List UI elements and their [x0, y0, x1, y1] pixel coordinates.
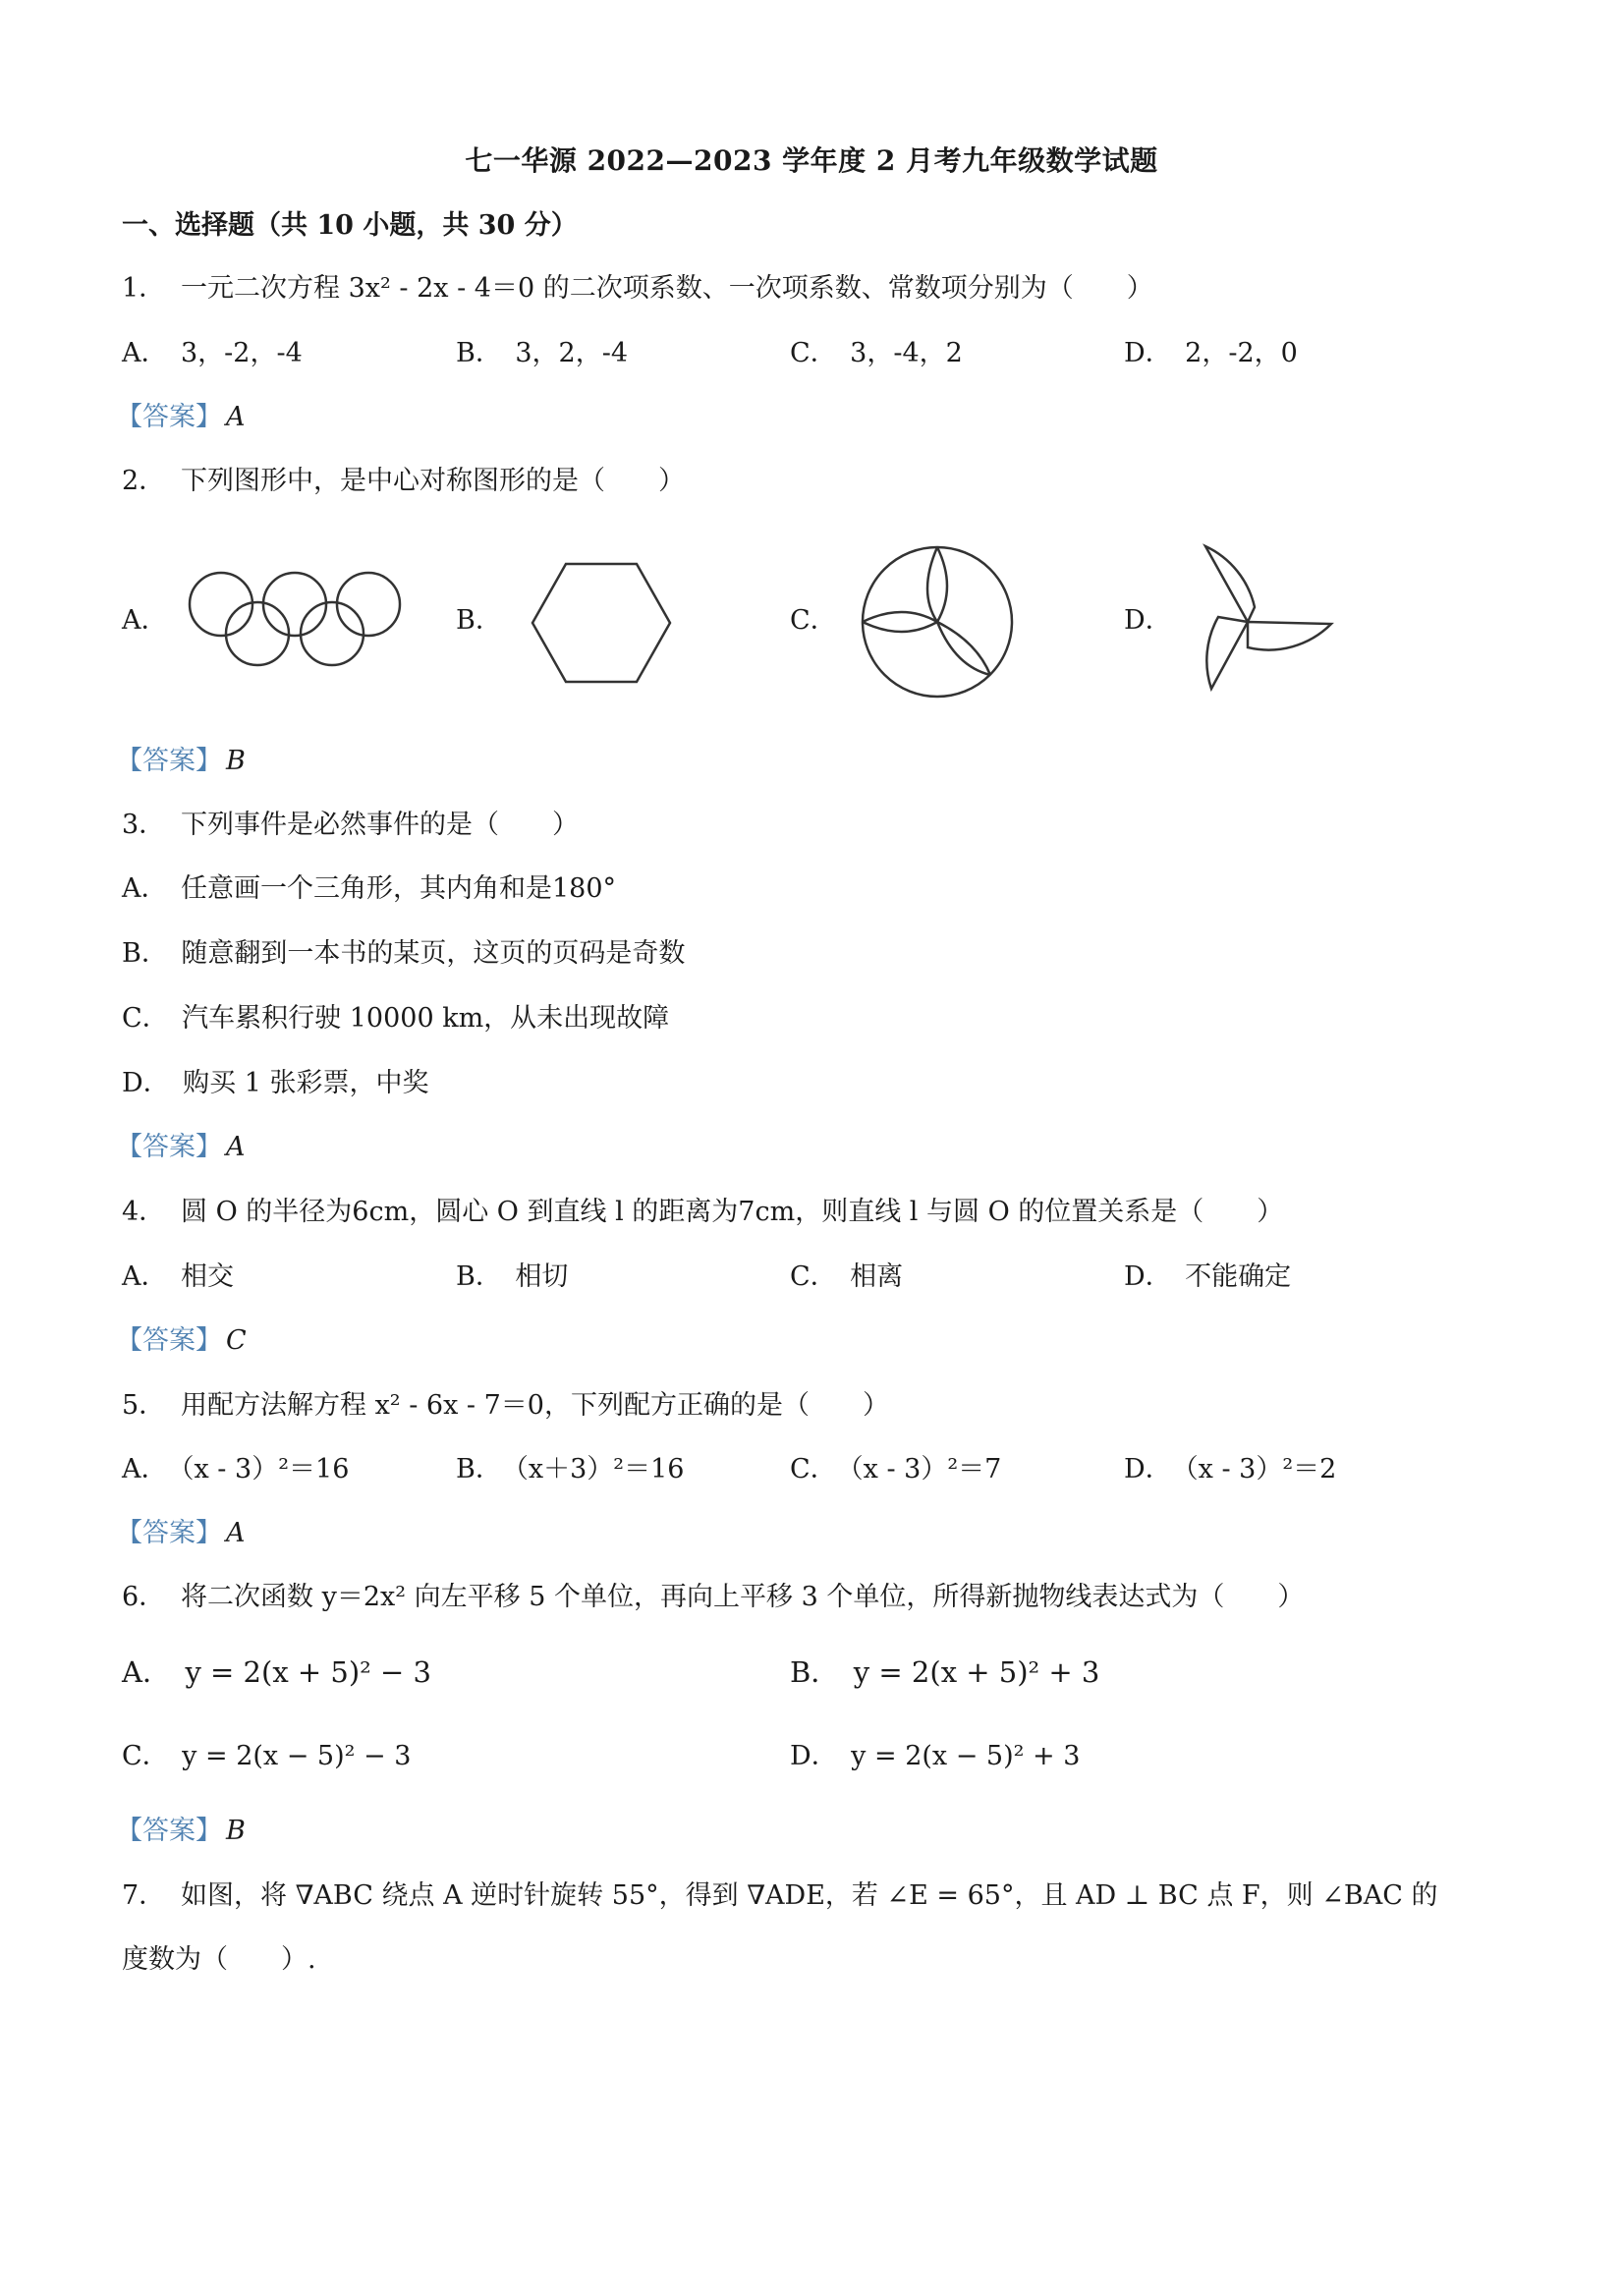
question-3	[122, 806, 579, 845]
q2-label-b: B．	[456, 605, 502, 636]
question-4	[122, 1193, 1283, 1232]
q1-option-c: C． 3，-4，2	[790, 338, 963, 368]
q5-option-d: D． （x - 3）²＝2	[1124, 1454, 1337, 1484]
answer-tag: 【答案】	[116, 402, 222, 432]
answer-value: B	[226, 746, 246, 776]
question-text: 用配方法解方程 x² - 6x - 7＝0，下列配方正确的是（ ）	[181, 1390, 889, 1421]
q3-option-b: B． 随意翻到一本书的某页，这页的页码是奇数	[122, 938, 686, 969]
question-2	[122, 462, 685, 501]
q2-label-c: C．	[790, 605, 837, 636]
q6-option-c: C． y = 2(x − 5)² − 3	[122, 1741, 412, 1771]
q1-option-a: A． 3，-2，-4	[122, 338, 303, 368]
q2-label-a: A．	[122, 605, 168, 636]
answer-value: C	[226, 1325, 247, 1356]
q4-option-c: C． 相离	[790, 1261, 904, 1292]
question-text: 一元二次方程 3x² - 2x - 4＝0 的二次项系数、一次项系数、常数项分别为（ ）	[181, 273, 1153, 304]
page-title: 七一华源 2022—2023 学年度 2 月考九年级数学试题	[465, 144, 1158, 177]
q3-option-a: A． 任意画一个三角形，其内角和是180°	[122, 873, 617, 904]
answer-value: B	[226, 1816, 246, 1846]
question-text-line1: 如图，将 ∇ABC 绕点 A 逆时针旋转 55°，得到 ∇ADE，若 ∠E = 65°，且 AD ⊥ BC 点 F，则 ∠BAC 的	[181, 1880, 1438, 1911]
question-text: 圆 O 的半径为6cm，圆心 O 到直线 l 的距离为7cm，则直线 l 与圆 O 的位置关系是（ ）	[181, 1197, 1284, 1227]
answer-tag: 【答案】	[116, 1132, 222, 1162]
q6-answer	[116, 1812, 246, 1851]
section-heading: 一、选择题（共 10 小题，共 30 分）	[122, 210, 578, 241]
question-7	[122, 1876, 1437, 1916]
question-5	[122, 1386, 889, 1426]
question-text: 下列图形中，是中心对称图形的是（ ）	[181, 466, 685, 496]
question-text: 将二次函数 y＝2x² 向左平移 5 个单位，再向上平移 3 个单位，所得新抛物线表达式为（ ）	[181, 1582, 1305, 1612]
answer-value: A	[226, 402, 246, 432]
answer-tag: 【答案】	[116, 746, 222, 776]
q4-answer	[116, 1321, 247, 1361]
q3-option-c: C． 汽车累积行驶 10000 km，从未出现故障	[122, 1003, 670, 1034]
q1-option-b: B． 3，2，-4	[456, 338, 628, 368]
question-number: 6．	[122, 1582, 166, 1612]
q5-option-a: A． （x - 3）²＝16	[122, 1454, 350, 1484]
q3-option-d: D． 购买 1 张彩票，中奖	[122, 1068, 429, 1098]
circle-petals-figure	[859, 543, 1016, 700]
q4-option-b: B． 相切	[456, 1261, 569, 1292]
olympic-rings-figure	[187, 565, 403, 673]
q5-option-b: B． （x＋3）²＝16	[456, 1454, 685, 1484]
answer-tag: 【答案】	[116, 1518, 222, 1548]
answer-tag: 【答案】	[116, 1325, 222, 1356]
question-number: 4．	[122, 1197, 166, 1227]
q3-answer	[116, 1128, 246, 1167]
question-text: 下列事件是必然事件的是（ ）	[181, 810, 579, 840]
q2-answer	[116, 742, 246, 781]
pinwheel-figure	[1194, 543, 1341, 700]
q4-option-a: A． 相交	[122, 1261, 234, 1292]
q6-option-a: A． y = 2(x + 5)² − 3	[122, 1655, 431, 1689]
answer-value: A	[226, 1518, 246, 1548]
q1-answer	[116, 398, 246, 437]
question-number: 1．	[122, 273, 166, 304]
question-1	[122, 269, 1153, 308]
question-number: 7．	[122, 1880, 166, 1911]
answer-value: A	[226, 1132, 246, 1162]
question-7-line2: 度数为（ ）.	[122, 1944, 316, 1975]
hexagon-figure	[531, 560, 673, 688]
q1-option-d: D． 2，-2，0	[1124, 338, 1298, 368]
q6-option-d: D． y = 2(x − 5)² + 3	[790, 1741, 1081, 1771]
question-number: 2．	[122, 466, 166, 496]
q6-option-b: B． y = 2(x + 5)² + 3	[790, 1655, 1100, 1689]
question-6	[122, 1578, 1304, 1617]
answer-tag: 【答案】	[116, 1816, 222, 1846]
q5-option-c: C． （x - 3）²＝7	[790, 1454, 1002, 1484]
q5-answer	[116, 1514, 246, 1553]
question-number: 3．	[122, 810, 166, 840]
question-number: 5．	[122, 1390, 166, 1421]
q4-option-d: D． 不能确定	[1124, 1261, 1292, 1292]
q2-label-d: D．	[1124, 605, 1172, 636]
